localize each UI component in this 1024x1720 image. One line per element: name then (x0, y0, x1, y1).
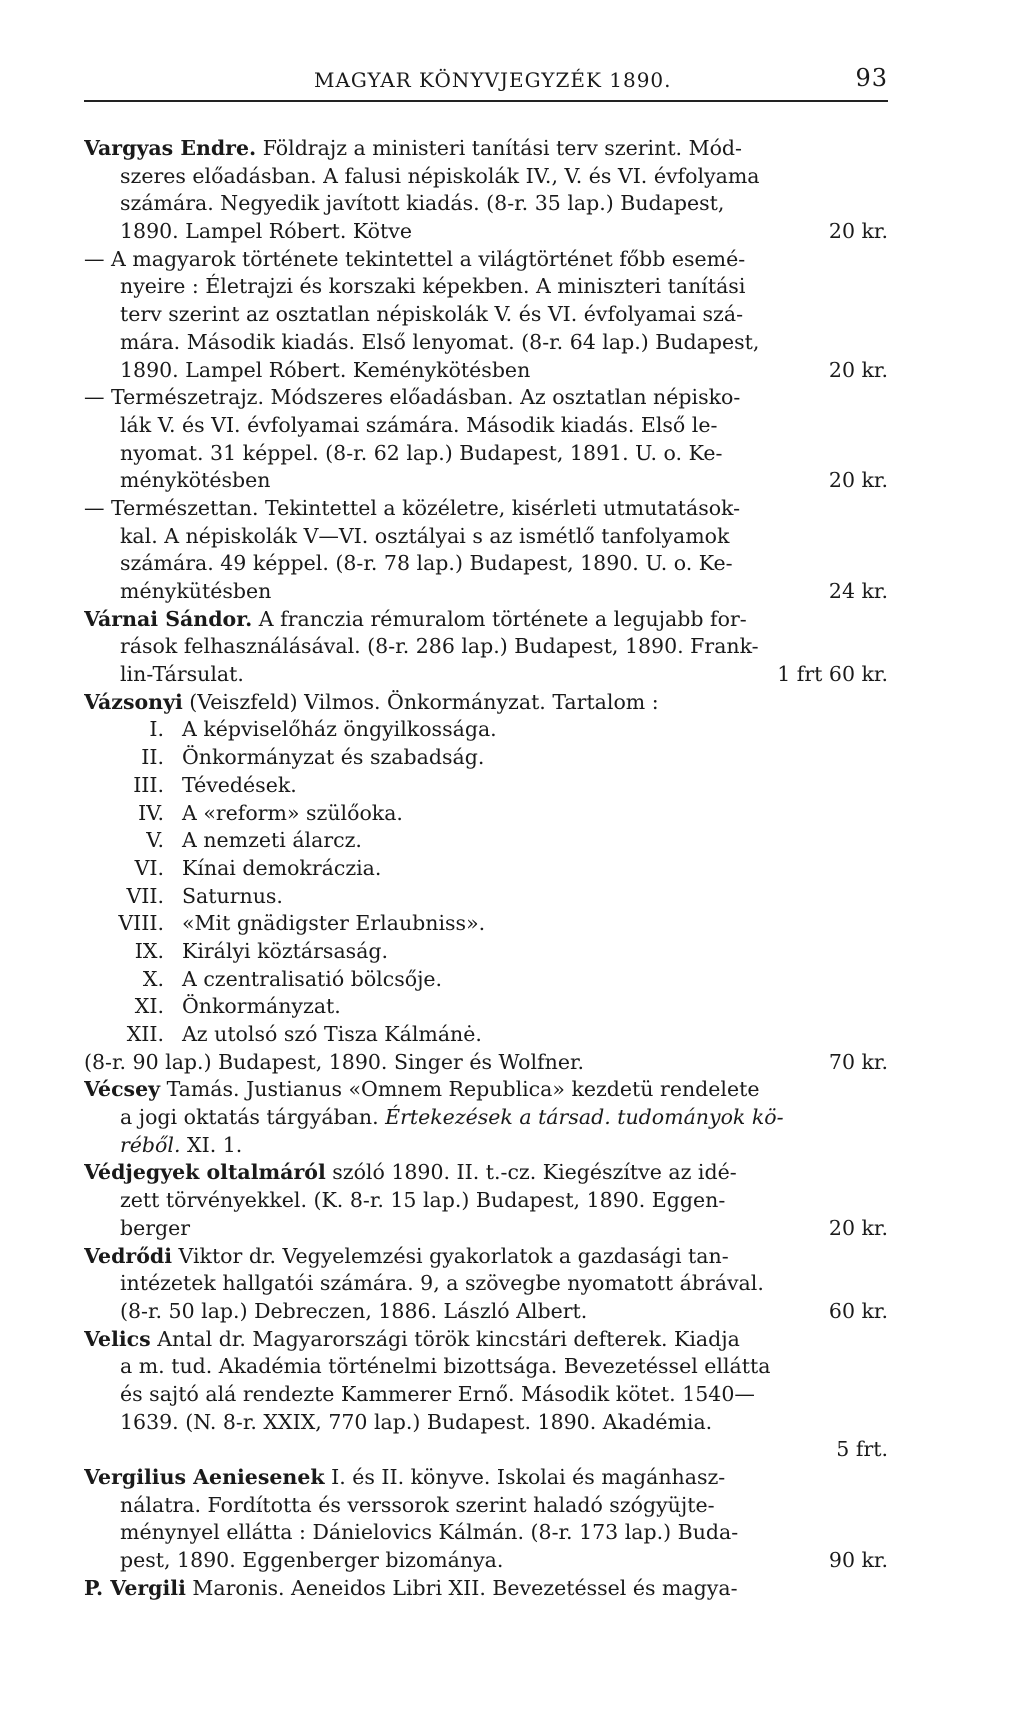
header-rule (84, 100, 888, 102)
entry-text: a jogi oktatás tárgyában. (120, 1105, 386, 1130)
entry-price: 90 kr. (828, 1548, 888, 1573)
entry-line (84, 550, 888, 578)
entry-text: (8-r. 90 lap.) Budapest, 1890. Singer és Wolfner. (84, 1049, 585, 1074)
running-header (84, 58, 888, 102)
entry-text: számára. Negyedik javított kiadás. (8-r. 35 lap.) Budapest, (120, 191, 725, 216)
contents-item (84, 966, 888, 994)
contents-numeral: IX. (134, 938, 164, 963)
entry-text: zett törvényekkel. (K. 8-r. 15 lap.) Budapest, 1890. Eggen- (120, 1188, 726, 1213)
entry-line (84, 606, 888, 634)
entry-text: — Természetrajz. Módszeres előadásban. Az osztatlan népisko- (84, 385, 741, 410)
entry-text: ménykütésben (120, 579, 272, 603)
entry-text: Tamás. Justianus «Omnem Republica» kezdetü rendelete (160, 1077, 760, 1102)
entry-price: 70 kr. (828, 1049, 888, 1074)
entry-series-italic: Értekezések a társad. tudományok kö- (385, 1105, 784, 1130)
entry-line (84, 1492, 888, 1520)
contents-title: A képviselőház öngyilkossága. (182, 717, 497, 742)
entry-text: I. és II. könyve. Iskolai és magánhasz- (324, 1465, 726, 1489)
entry-text: A franczia rémuralom története a legujabb for- (252, 606, 747, 631)
entry-text: számára. 49 képpel. (8-r. 78 lap.) Budapest, 1890. U. o. Ke- (120, 551, 733, 576)
entry-price: 24 kr. (828, 579, 888, 603)
entry (84, 246, 888, 384)
entry-text: szeres előadásban. A falusi népiskolák IV., V. és VI. évfolyama (120, 163, 760, 188)
entry-text: a m. tud. Akadémia történelmi bizottsága. Bevezetéssel ellátta (120, 1354, 771, 1379)
contents-title: Önkormányzat és szabadság. (182, 745, 485, 770)
entry-text: intézetek hallgatói számára. 9, a szövegbe nyomatott ábrával. (120, 1271, 764, 1296)
entry-line (84, 1326, 888, 1354)
entry-text: nyomat. 31 képpel. (8-r. 62 lap.) Budapest, 1891. U. o. Ke- (120, 440, 723, 465)
entry-line (84, 1159, 888, 1187)
entry-author: Vécsey (84, 1077, 161, 1102)
contents-numeral: VI. (134, 855, 164, 880)
contents-numeral: V. (146, 828, 164, 853)
entry (84, 1326, 888, 1464)
contents-item (84, 1021, 888, 1049)
entry-text: ménykötésben (120, 468, 271, 493)
contents-title: Tévedések. (182, 772, 297, 797)
entry-line (84, 412, 888, 440)
entry-author: Vedrődi (84, 1243, 172, 1268)
entry-line (84, 384, 888, 412)
entry-price: 20 kr. (828, 219, 888, 244)
entry-text: (Veiszfeld) Vilmos. Önkormányzat. Tartalom : (182, 689, 659, 714)
entry-line (84, 1519, 888, 1547)
contents-item (84, 883, 888, 911)
entry-line (84, 1381, 888, 1409)
entry-author: Várnai Sándor. (84, 606, 253, 631)
entry-text: pest, 1890. Eggenberger bizománya. (120, 1548, 504, 1573)
entry (84, 1159, 888, 1242)
entry-line (84, 467, 888, 495)
entry-line (84, 135, 888, 163)
entry-text: lin-Társulat. (120, 662, 244, 687)
entry-line (84, 190, 888, 218)
entry-text: — Természettan. Tekintettel a közéletre, kisérleti utmutatások- (84, 495, 741, 520)
entry (84, 689, 888, 717)
entry-text: mára. Második kiadás. Első lenyomat. (8-r. 64 lap.) Budapest, (120, 329, 760, 354)
contents-item (84, 800, 888, 828)
entry (84, 1049, 888, 1077)
entry-line (84, 1049, 888, 1077)
entry-text: 1890. Lampel Róbert. Kötve (120, 219, 412, 244)
contents-numeral: XII. (126, 1022, 164, 1046)
entry-author: Védjegyek oltalmáról (84, 1160, 326, 1185)
entry-price: 60 kr. (828, 1298, 888, 1323)
contents-item (84, 993, 888, 1021)
entry-text: 1890. Lampel Róbert. Keménykötésben (120, 357, 531, 382)
page-number: 93 (855, 64, 888, 92)
entry-line (84, 1243, 888, 1271)
entry-line (84, 578, 888, 606)
entry-text: nálatra. Fordította és verssorok szerint haladó szógyüjte- (120, 1492, 715, 1517)
contents-item (84, 938, 888, 966)
entry-line (84, 301, 888, 329)
entry-line (84, 1436, 888, 1464)
entry-price: 5 frt. (836, 1437, 888, 1462)
entry-line (84, 1132, 888, 1160)
bibliography-text (84, 135, 888, 1602)
entry (84, 1243, 888, 1326)
entry-price: 20 kr. (828, 468, 888, 493)
entry-author: Vergilius Aeniesenek (84, 1465, 325, 1489)
contents-item (84, 855, 888, 883)
contents-numeral: IV. (138, 800, 164, 825)
contents-numeral: VII. (126, 883, 164, 908)
contents-title: Kínai demokráczia. (182, 855, 382, 880)
entry-line (84, 495, 888, 523)
entry-line (84, 523, 888, 551)
running-title: MAGYAR KÖNYVJEGYZÉK 1890. (314, 68, 672, 92)
contents-numeral: III. (133, 772, 164, 797)
entry-text: 1639. (N. 8-r. XXIX, 770 lap.) Budapest. 1890. Akadémia. (120, 1409, 713, 1434)
contents-item (84, 744, 888, 772)
entry-author: Vargyas Endre. (84, 136, 257, 160)
entry-text: kal. A népiskolák V—VI. osztályai s az ismétlő tanfolyamok (120, 523, 730, 548)
entry-line (84, 1187, 888, 1215)
entry-price: 1 frt 60 kr. (777, 662, 888, 687)
entry-line (84, 1104, 888, 1132)
entry-text: Földrajz a ministeri tanítási terv szerint. Mód- (256, 136, 742, 160)
entry-text: terv szerint az osztatlan népiskolák V. és VI. évfolyamai szá- (120, 302, 744, 327)
entry-line (84, 1298, 888, 1326)
entry-line (84, 1353, 888, 1381)
entry-line (84, 1464, 888, 1492)
entry (84, 384, 888, 495)
contents-numeral: I. (149, 717, 164, 742)
entry-series-italic: réből. (120, 1132, 181, 1157)
entry (84, 606, 888, 689)
entry-text: Viktor dr. Vegyelemzési gyakorlatok a gazdasági tan- (172, 1243, 729, 1268)
entry-text: ménynyel ellátta : Dánielovics Kálmán. (8-r. 173 lap.) Buda- (120, 1520, 739, 1545)
entry-line (84, 1270, 888, 1298)
contents-title: A «reform» szülőoka. (182, 800, 403, 825)
entry-author: P. Vergili (84, 1575, 186, 1600)
contents-title: Önkormányzat. (182, 994, 341, 1019)
contents-item (84, 827, 888, 855)
entry-line (84, 1215, 888, 1243)
entry-author: Vázsonyi (84, 689, 183, 714)
entry-text: — A magyarok története tekintettel a világtörténet főbb esemé- (84, 246, 746, 271)
entry-line (84, 273, 888, 301)
entry-price: 20 kr. (828, 357, 888, 382)
entry-line (84, 1575, 888, 1603)
entry-author: Velics (84, 1326, 151, 1351)
entry (84, 135, 888, 246)
entry-line (84, 1409, 888, 1437)
entry (84, 1464, 888, 1575)
contents-title: «Mit gnädigster Erlaubniss». (182, 911, 486, 936)
contents-title: Az utolsó szó Tisza Kálmánė. (182, 1022, 482, 1046)
entry-line (84, 440, 888, 468)
entry (84, 1076, 888, 1159)
entry-line (84, 689, 888, 717)
contents-numeral: VIII. (118, 911, 164, 936)
entry-text: (8-r. 50 lap.) Debreczen, 1886. László Albert. (120, 1298, 588, 1323)
contents-title: Királyi köztársaság. (182, 938, 389, 963)
contents-item (84, 910, 888, 938)
entry-line (84, 661, 888, 689)
entry-line (84, 329, 888, 357)
entry-price: 20 kr. (828, 1215, 888, 1240)
contents-title: Saturnus. (182, 883, 283, 908)
entry-line (84, 1547, 888, 1575)
entry-line (84, 357, 888, 385)
entry-text: lák V. és VI. évfolyamai számára. Második kiadás. Első le- (120, 412, 718, 437)
entry-text: rások felhasználásával. (8-r. 286 lap.) Budapest, 1890. Frank- (120, 634, 759, 659)
entry-text: XI. 1. (180, 1132, 243, 1157)
contents-item (84, 772, 888, 800)
contents-numeral: XI. (134, 994, 164, 1019)
entry-text: és sajtó alá rendezte Kammerer Ernő. Második kötet. 1540— (120, 1381, 755, 1406)
contents-item (84, 716, 888, 744)
entry (84, 495, 888, 606)
entry-text: Antal dr. Magyarországi török kincstári defterek. Kiadja (150, 1326, 740, 1351)
entry-text: Maronis. Aeneidos Libri XII. Bevezetéssel és magya- (185, 1575, 738, 1600)
entry-line (84, 218, 888, 246)
contents-title: A nemzeti álarcz. (182, 828, 362, 853)
entry-text: berger (120, 1215, 191, 1240)
entry-line (84, 633, 888, 661)
entry-line (84, 1076, 888, 1104)
entry (84, 1575, 888, 1603)
entry-text: szóló 1890. II. t.-cz. Kiegészítve az idé- (325, 1160, 737, 1185)
entry-line (84, 163, 888, 191)
entry-line (84, 246, 888, 274)
contents-title: A czentralisatió bölcsője. (182, 966, 443, 991)
contents-numeral: X. (142, 966, 164, 991)
entry-text: nyeire : Életrajzi és korszaki képekben. A miniszteri tanítási (120, 274, 746, 299)
contents-numeral: II. (141, 745, 164, 770)
